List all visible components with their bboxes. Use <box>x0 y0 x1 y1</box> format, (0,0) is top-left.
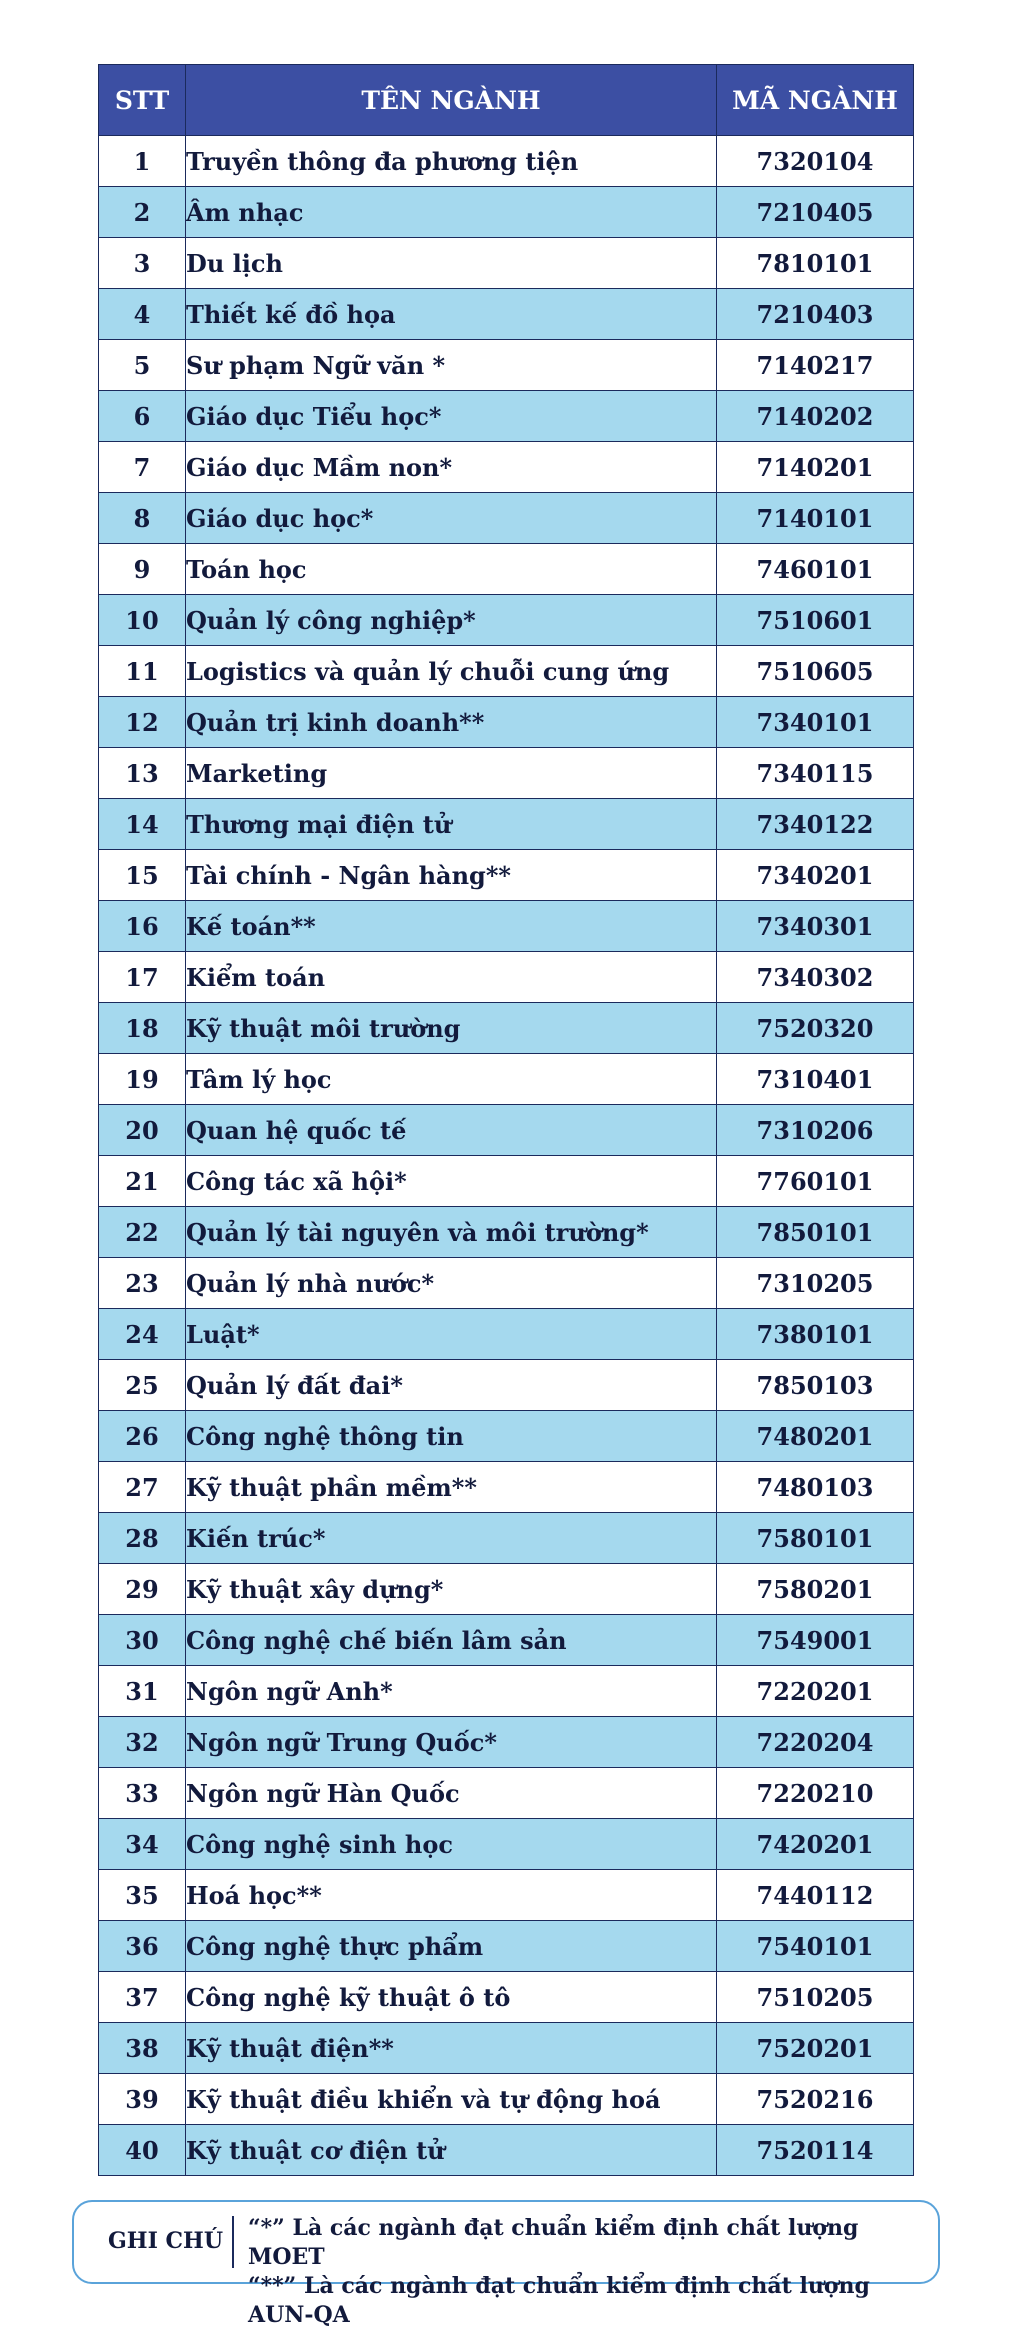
row-major-code: 7140201 <box>717 442 914 493</box>
row-major-code: 7310401 <box>717 1054 914 1105</box>
table-row <box>99 595 914 646</box>
row-major-name: Kỹ thuật điều khiển và tự động hoá <box>186 2074 717 2125</box>
row-major-name: Quản lý đất đai* <box>186 1360 717 1411</box>
row-major-code: 7510205 <box>717 1972 914 2023</box>
row-stt: 36 <box>99 1921 186 1972</box>
row-stt: 29 <box>99 1564 186 1615</box>
table-header-row <box>99 65 914 136</box>
table-row <box>99 136 914 187</box>
row-major-name: Quản trị kinh doanh** <box>186 697 717 748</box>
row-major-name: Thiết kế đồ họa <box>186 289 717 340</box>
table-row <box>99 1513 914 1564</box>
table-row <box>99 391 914 442</box>
table-row <box>99 1462 914 1513</box>
table-row <box>99 850 914 901</box>
row-stt: 1 <box>99 136 186 187</box>
row-stt: 23 <box>99 1258 186 1309</box>
row-stt: 21 <box>99 1156 186 1207</box>
row-major-code: 7810101 <box>717 238 914 289</box>
table-row <box>99 2074 914 2125</box>
table-row <box>99 289 914 340</box>
row-major-name: Tài chính - Ngân hàng** <box>186 850 717 901</box>
row-major-code: 7380101 <box>717 1309 914 1360</box>
row-major-name: Logistics và quản lý chuỗi cung ứng <box>186 646 717 697</box>
row-stt: 31 <box>99 1666 186 1717</box>
table-row <box>99 2125 914 2176</box>
row-stt: 20 <box>99 1105 186 1156</box>
row-major-code: 7340101 <box>717 697 914 748</box>
table-row <box>99 1411 914 1462</box>
row-major-name: Kế toán** <box>186 901 717 952</box>
table-body <box>99 136 914 2176</box>
row-stt: 14 <box>99 799 186 850</box>
row-stt: 30 <box>99 1615 186 1666</box>
table-row <box>99 1258 914 1309</box>
note-box <box>72 2200 940 2328</box>
row-stt: 35 <box>99 1870 186 1921</box>
row-stt: 39 <box>99 2074 186 2125</box>
row-major-name: Kiến trúc* <box>186 1513 717 1564</box>
row-stt: 13 <box>99 748 186 799</box>
table-row <box>99 1615 914 1666</box>
row-major-code: 7420201 <box>717 1819 914 1870</box>
table-row <box>99 697 914 748</box>
row-major-code: 7210405 <box>717 187 914 238</box>
row-stt: 2 <box>99 187 186 238</box>
table-row <box>99 1054 914 1105</box>
row-major-code: 7220204 <box>717 1717 914 1768</box>
row-major-name: Giáo dục Mầm non* <box>186 442 717 493</box>
table-row <box>99 646 914 697</box>
row-major-name: Kiểm toán <box>186 952 717 1003</box>
row-major-name: Giáo dục Tiểu học* <box>186 391 717 442</box>
row-major-name: Truyền thông đa phương tiện <box>186 136 717 187</box>
table-row <box>99 901 914 952</box>
header-major-name: TÊN NGÀNH <box>186 65 717 136</box>
row-major-code: 7340301 <box>717 901 914 952</box>
table-row <box>99 1564 914 1615</box>
row-major-code: 7510601 <box>717 595 914 646</box>
row-major-name: Hoá học** <box>186 1870 717 1921</box>
row-major-code: 7220210 <box>717 1768 914 1819</box>
row-stt: 37 <box>99 1972 186 2023</box>
row-major-code: 7340115 <box>717 748 914 799</box>
row-stt: 11 <box>99 646 186 697</box>
table-row <box>99 1870 914 1921</box>
row-major-code: 7140101 <box>717 493 914 544</box>
note-label: GHI CHÚ <box>108 2228 224 2254</box>
row-major-code: 7140202 <box>717 391 914 442</box>
table-row <box>99 1360 914 1411</box>
row-stt: 32 <box>99 1717 186 1768</box>
note-divider <box>232 2216 234 2268</box>
row-stt: 38 <box>99 2023 186 2074</box>
row-stt: 27 <box>99 1462 186 1513</box>
row-stt: 22 <box>99 1207 186 1258</box>
row-major-code: 7480201 <box>717 1411 914 1462</box>
row-major-code: 7520114 <box>717 2125 914 2176</box>
row-major-code: 7540101 <box>717 1921 914 1972</box>
row-major-name: Quản lý tài nguyên và môi trường* <box>186 1207 717 1258</box>
row-stt: 24 <box>99 1309 186 1360</box>
row-major-code: 7760101 <box>717 1156 914 1207</box>
row-major-code: 7520216 <box>717 2074 914 2125</box>
row-major-name: Thương mại điện tử <box>186 799 717 850</box>
row-major-code: 7440112 <box>717 1870 914 1921</box>
table-row <box>99 442 914 493</box>
row-major-code: 7340201 <box>717 850 914 901</box>
table-row <box>99 1921 914 1972</box>
row-stt: 3 <box>99 238 186 289</box>
header-major-code: MÃ NGÀNH <box>717 65 914 136</box>
row-stt: 12 <box>99 697 186 748</box>
row-major-name: Tâm lý học <box>186 1054 717 1105</box>
row-stt: 4 <box>99 289 186 340</box>
row-major-name: Ngôn ngữ Anh* <box>186 1666 717 1717</box>
row-major-code: 7549001 <box>717 1615 914 1666</box>
row-stt: 40 <box>99 2125 186 2176</box>
row-major-name: Kỹ thuật xây dựng* <box>186 1564 717 1615</box>
row-major-code: 7140217 <box>717 340 914 391</box>
row-major-code: 7220201 <box>717 1666 914 1717</box>
table-row <box>99 1666 914 1717</box>
row-stt: 10 <box>99 595 186 646</box>
row-stt: 25 <box>99 1360 186 1411</box>
row-major-code: 7510605 <box>717 646 914 697</box>
row-major-name: Quản lý nhà nước* <box>186 1258 717 1309</box>
table-row <box>99 1156 914 1207</box>
row-major-code: 7480103 <box>717 1462 914 1513</box>
row-major-name: Marketing <box>186 748 717 799</box>
row-stt: 18 <box>99 1003 186 1054</box>
row-stt: 17 <box>99 952 186 1003</box>
row-stt: 6 <box>99 391 186 442</box>
row-major-name: Toán học <box>186 544 717 595</box>
row-major-name: Ngôn ngữ Trung Quốc* <box>186 1717 717 1768</box>
row-major-name: Luật* <box>186 1309 717 1360</box>
table-row <box>99 1717 914 1768</box>
row-major-code: 7320104 <box>717 136 914 187</box>
row-major-name: Ngôn ngữ Hàn Quốc <box>186 1768 717 1819</box>
table-row <box>99 187 914 238</box>
row-major-code: 7580201 <box>717 1564 914 1615</box>
table-row <box>99 1207 914 1258</box>
table-row <box>99 952 914 1003</box>
table-row <box>99 1309 914 1360</box>
row-major-code: 7340302 <box>717 952 914 1003</box>
table-row <box>99 1972 914 2023</box>
table-row <box>99 544 914 595</box>
row-stt: 28 <box>99 1513 186 1564</box>
table-row <box>99 799 914 850</box>
row-major-name: Kỹ thuật điện** <box>186 2023 717 2074</box>
row-major-code: 7310205 <box>717 1258 914 1309</box>
row-major-name: Du lịch <box>186 238 717 289</box>
row-major-code: 7210403 <box>717 289 914 340</box>
row-major-code: 7520201 <box>717 2023 914 2074</box>
row-major-name: Công tác xã hội* <box>186 1156 717 1207</box>
note-line-moet: “*” Là các ngành đạt chuẩn kiểm định chất lượng MOET <box>248 2215 859 2270</box>
row-major-code: 7520320 <box>717 1003 914 1054</box>
row-major-code: 7340122 <box>717 799 914 850</box>
row-major-name: Kỹ thuật môi trường <box>186 1003 717 1054</box>
row-stt: 15 <box>99 850 186 901</box>
row-major-code: 7310206 <box>717 1105 914 1156</box>
table-row <box>99 2023 914 2074</box>
row-stt: 19 <box>99 1054 186 1105</box>
row-stt: 7 <box>99 442 186 493</box>
table-row <box>99 238 914 289</box>
note-lines <box>248 2214 938 2330</box>
row-major-name: Quan hệ quốc tế <box>186 1105 717 1156</box>
row-major-code: 7580101 <box>717 1513 914 1564</box>
row-major-name: Công nghệ kỹ thuật ô tô <box>186 1972 717 2023</box>
row-major-name: Công nghệ sinh học <box>186 1819 717 1870</box>
row-stt: 8 <box>99 493 186 544</box>
table-row <box>99 1003 914 1054</box>
row-major-name: Kỹ thuật phần mềm** <box>186 1462 717 1513</box>
row-major-name: Giáo dục học* <box>186 493 717 544</box>
row-stt: 9 <box>99 544 186 595</box>
table-row <box>99 493 914 544</box>
row-major-name: Sư phạm Ngữ văn * <box>186 340 717 391</box>
row-stt: 34 <box>99 1819 186 1870</box>
row-major-name: Quản lý công nghiệp* <box>186 595 717 646</box>
row-stt: 26 <box>99 1411 186 1462</box>
note-line-aun-qa: “**” Là các ngành đạt chuẩn kiểm định chất lượng AUN-QA <box>248 2273 870 2328</box>
majors-table <box>98 64 914 2176</box>
row-major-code: 7460101 <box>717 544 914 595</box>
row-major-name: Công nghệ chế biến lâm sản <box>186 1615 717 1666</box>
row-stt: 5 <box>99 340 186 391</box>
table-row <box>99 1768 914 1819</box>
row-major-name: Công nghệ thông tin <box>186 1411 717 1462</box>
row-stt: 33 <box>99 1768 186 1819</box>
table-row <box>99 1819 914 1870</box>
row-major-code: 7850101 <box>717 1207 914 1258</box>
table-row <box>99 1105 914 1156</box>
row-stt: 16 <box>99 901 186 952</box>
table-row <box>99 340 914 391</box>
row-major-name: Kỹ thuật cơ điện tử <box>186 2125 717 2176</box>
row-major-name: Âm nhạc <box>186 187 717 238</box>
row-major-name: Công nghệ thực phẩm <box>186 1921 717 1972</box>
header-stt: STT <box>99 65 186 136</box>
table-row <box>99 748 914 799</box>
row-major-code: 7850103 <box>717 1360 914 1411</box>
